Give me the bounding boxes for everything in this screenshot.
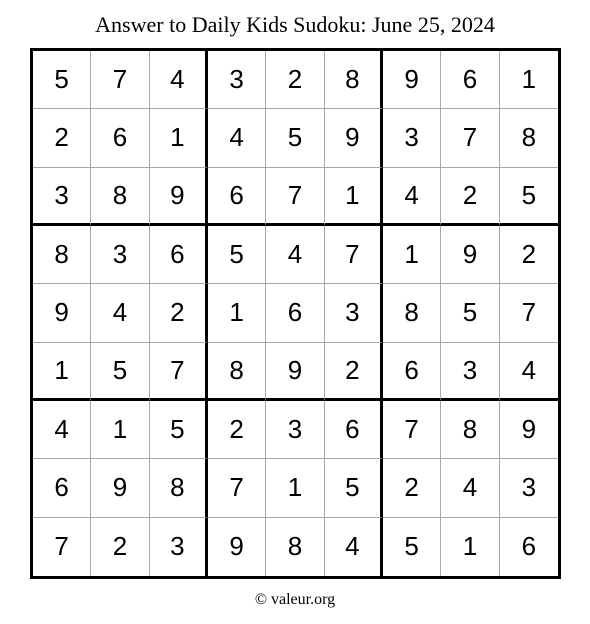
sudoku-cell: 2: [441, 168, 499, 226]
sudoku-cell: 6: [441, 51, 499, 109]
sudoku-cell: 8: [91, 168, 149, 226]
sudoku-cell: 5: [500, 168, 558, 226]
sudoku-cell: 9: [33, 284, 91, 342]
sudoku-cell: 6: [91, 109, 149, 167]
sudoku-cell: 3: [150, 518, 208, 576]
sudoku-cell: 7: [266, 168, 324, 226]
sudoku-cell: 7: [383, 401, 441, 459]
sudoku-cell: 3: [383, 109, 441, 167]
sudoku-cell: 5: [325, 459, 383, 517]
sudoku-cell: 5: [383, 518, 441, 576]
sudoku-cell: 7: [325, 226, 383, 284]
copyright-footer: © valeur.org: [254, 591, 336, 608]
sudoku-cell: 5: [208, 226, 266, 284]
sudoku-cell: 4: [33, 401, 91, 459]
sudoku-cell: 1: [383, 226, 441, 284]
sudoku-cell: 2: [208, 401, 266, 459]
sudoku-cell: 1: [150, 109, 208, 167]
sudoku-cell: 8: [441, 401, 499, 459]
sudoku-cell: 6: [325, 401, 383, 459]
sudoku-cell: 4: [383, 168, 441, 226]
sudoku-cell: 6: [33, 459, 91, 517]
sudoku-cell: 7: [91, 51, 149, 109]
sudoku-cell: 5: [266, 109, 324, 167]
sudoku-cell: 2: [325, 343, 383, 401]
sudoku-cell: 2: [33, 109, 91, 167]
sudoku-cell: 4: [91, 284, 149, 342]
sudoku-cell: 2: [91, 518, 149, 576]
sudoku-cell: 4: [441, 459, 499, 517]
sudoku-cell: 2: [500, 226, 558, 284]
sudoku-board: [30, 48, 561, 579]
sudoku-cell: 5: [91, 343, 149, 401]
sudoku-cell: 9: [441, 226, 499, 284]
sudoku-cell: 4: [266, 226, 324, 284]
sudoku-cell: 3: [325, 284, 383, 342]
sudoku-cell: 9: [500, 401, 558, 459]
sudoku-cell: 7: [500, 284, 558, 342]
sudoku-cell: 4: [150, 51, 208, 109]
sudoku-cell: 9: [383, 51, 441, 109]
sudoku-cell: 4: [500, 343, 558, 401]
sudoku-cell: 6: [521, 531, 537, 562]
sudoku-cell: 7: [33, 518, 91, 576]
sudoku-cell: 6: [266, 284, 324, 342]
sudoku-cell: 3: [441, 343, 499, 401]
sudoku-cell: 2: [383, 459, 441, 517]
sudoku-cell: 1: [500, 51, 558, 109]
sudoku-cell: 1: [266, 459, 324, 517]
sudoku-cell: 1: [91, 401, 149, 459]
sudoku-cell: 7: [441, 109, 499, 167]
sudoku-cell: 7: [150, 343, 208, 401]
sudoku-cell: 5: [150, 401, 208, 459]
sudoku-cell: 6: [150, 226, 208, 284]
sudoku-cell: 9: [208, 518, 266, 576]
sudoku-cell: 8: [325, 51, 383, 109]
sudoku-cell: 6: [383, 343, 441, 401]
sudoku-cell: 1: [33, 343, 91, 401]
sudoku-cell: 8: [33, 226, 91, 284]
sudoku-cell: 1: [325, 168, 383, 226]
sudoku-cell: 3: [33, 168, 91, 226]
sudoku-cell: 8: [150, 459, 208, 517]
sudoku-cell: 8: [383, 284, 441, 342]
sudoku-cell: 2: [150, 284, 208, 342]
sudoku-cell: 9: [266, 343, 324, 401]
sudoku-cell: 5: [33, 51, 91, 109]
sudoku-cell: 8: [266, 518, 324, 576]
sudoku-cell: 1: [441, 518, 499, 576]
sudoku-cell: 3: [208, 51, 266, 109]
page-title: Answer to Daily Kids Sudoku: June 25, 2024: [95, 12, 495, 37]
sudoku-cell: 8: [208, 343, 266, 401]
sudoku-cell: 9: [325, 109, 383, 167]
sudoku-cell: 9: [150, 168, 208, 226]
sudoku-cell: 4: [325, 518, 383, 576]
sudoku-cell: 2: [266, 51, 324, 109]
sudoku-cell: 9: [91, 459, 149, 517]
sudoku-cell: 3: [91, 226, 149, 284]
sudoku-cell: 3: [500, 459, 558, 517]
sudoku-cell: 5: [441, 284, 499, 342]
sudoku-cell: 3: [266, 401, 324, 459]
sudoku-cell: 6: [208, 168, 266, 226]
sudoku-cell: 4: [208, 109, 266, 167]
sudoku-cell: 1: [208, 284, 266, 342]
sudoku-cell: 7: [208, 459, 266, 517]
sudoku-cell: 8: [500, 109, 558, 167]
